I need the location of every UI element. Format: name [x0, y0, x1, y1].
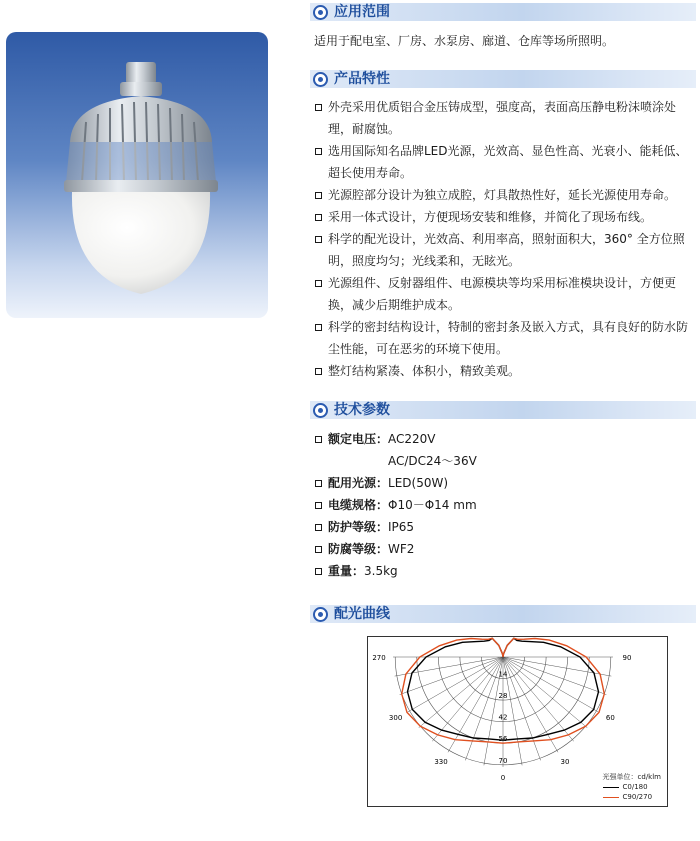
spec-item: [314, 494, 696, 516]
angle-label: 300: [388, 714, 403, 722]
spec-value: AC220V: [388, 432, 436, 446]
section-bullet-icon: [313, 607, 328, 622]
feature-item: 选用国际知名品牌LED光源，光效高、显色性高、光衰小、能耗低、超长使用寿命。: [314, 140, 696, 184]
radial-tick-label: 14: [498, 670, 508, 679]
legend-label: C90/270: [622, 793, 653, 801]
spec-list: [314, 428, 696, 582]
spec-key: 配用光源：: [328, 476, 389, 490]
angle-label: 330: [434, 757, 448, 766]
section-title: 应用范围: [334, 4, 390, 20]
angle-label: 0: [500, 774, 506, 782]
section-title: 配光曲线: [334, 606, 390, 622]
spec-value: Φ10－Φ14 mm: [388, 498, 477, 512]
spec-item: [314, 538, 696, 560]
section-bullet-icon: [313, 403, 328, 418]
feature-item: 采用一体式设计，方便现场安装和维修，并简化了现场布线。: [314, 206, 696, 228]
feature-item: 光源组件、反射器组件、电源模块等均采用标准模块设计，方便更换，减少后期维护成本。: [314, 272, 696, 316]
section-title: 产品特性: [334, 71, 390, 87]
legend-label: C0/180: [622, 783, 648, 791]
spec-item: [314, 450, 696, 472]
spec-item: [314, 428, 696, 450]
angle-label: 30: [560, 757, 570, 766]
spec-item: [314, 560, 696, 582]
section-title: 技术参数: [334, 402, 390, 418]
legend-line: [603, 797, 619, 798]
spec-key: 重量：: [328, 564, 365, 578]
legend-entry-c90: [603, 792, 661, 802]
spec-key: 电缆规格：: [328, 498, 389, 512]
radial-tick-label: 70: [498, 756, 508, 765]
spec-value: AC/DC24～36V: [388, 454, 477, 468]
spec-item: [314, 472, 696, 494]
section-bullet-icon: [313, 72, 328, 87]
feature-item: 外壳采用优质铝合金压铸成型，强度高，表面高压静电粉沫喷涂处理，耐腐蚀。: [314, 96, 696, 140]
angle-label: 270: [372, 654, 386, 662]
feature-list: [314, 96, 696, 382]
legend-line: [603, 787, 619, 788]
spec-value: 3.5kg: [364, 564, 398, 578]
radial-tick-label: 28: [498, 692, 508, 701]
legend-entry-c0: [603, 782, 661, 792]
radial-tick-label: 56: [498, 735, 508, 744]
spec-value: IP65: [388, 520, 415, 534]
feature-item: 科学的配光设计，光效高、利用率高，照射面积大，360° 全方位照明，照度均匀；光线柔和，无眩光。: [314, 228, 696, 272]
feature-item: 整灯结构紧凑、体积小，精致美观。: [314, 360, 696, 382]
section-bullet-icon: [313, 5, 328, 20]
spec-key: 额定电压：: [328, 432, 389, 446]
angle-label: 60: [605, 714, 615, 722]
units-label: 光强单位：cd/klm: [602, 773, 661, 781]
spec-key: 防护等级：: [328, 520, 389, 534]
chart-legend: [603, 772, 661, 802]
feature-item: 光源腔部分设计为独立成腔，灯具散热性好，延长光源使用寿命。: [314, 184, 696, 206]
light-distribution-chart: [367, 636, 668, 807]
angle-label: 90: [622, 654, 632, 662]
product-photo: [6, 32, 268, 318]
spec-key: 防腐等级：: [328, 542, 389, 556]
scope-text: 适用于配电室、厂房、水泵房、廊道、仓库等场所照明。: [314, 34, 615, 48]
radial-tick-label: 42: [498, 713, 508, 722]
spec-value: LED(50W): [388, 476, 449, 490]
spec-item: [314, 516, 696, 538]
feature-item: 科学的密封结构设计，特制的密封条及嵌入方式，具有良好的防水防尘性能，可在恶劣的环境下使用。: [314, 316, 696, 360]
spec-value: WF2: [388, 542, 415, 556]
lamp-illustration: [6, 32, 268, 318]
